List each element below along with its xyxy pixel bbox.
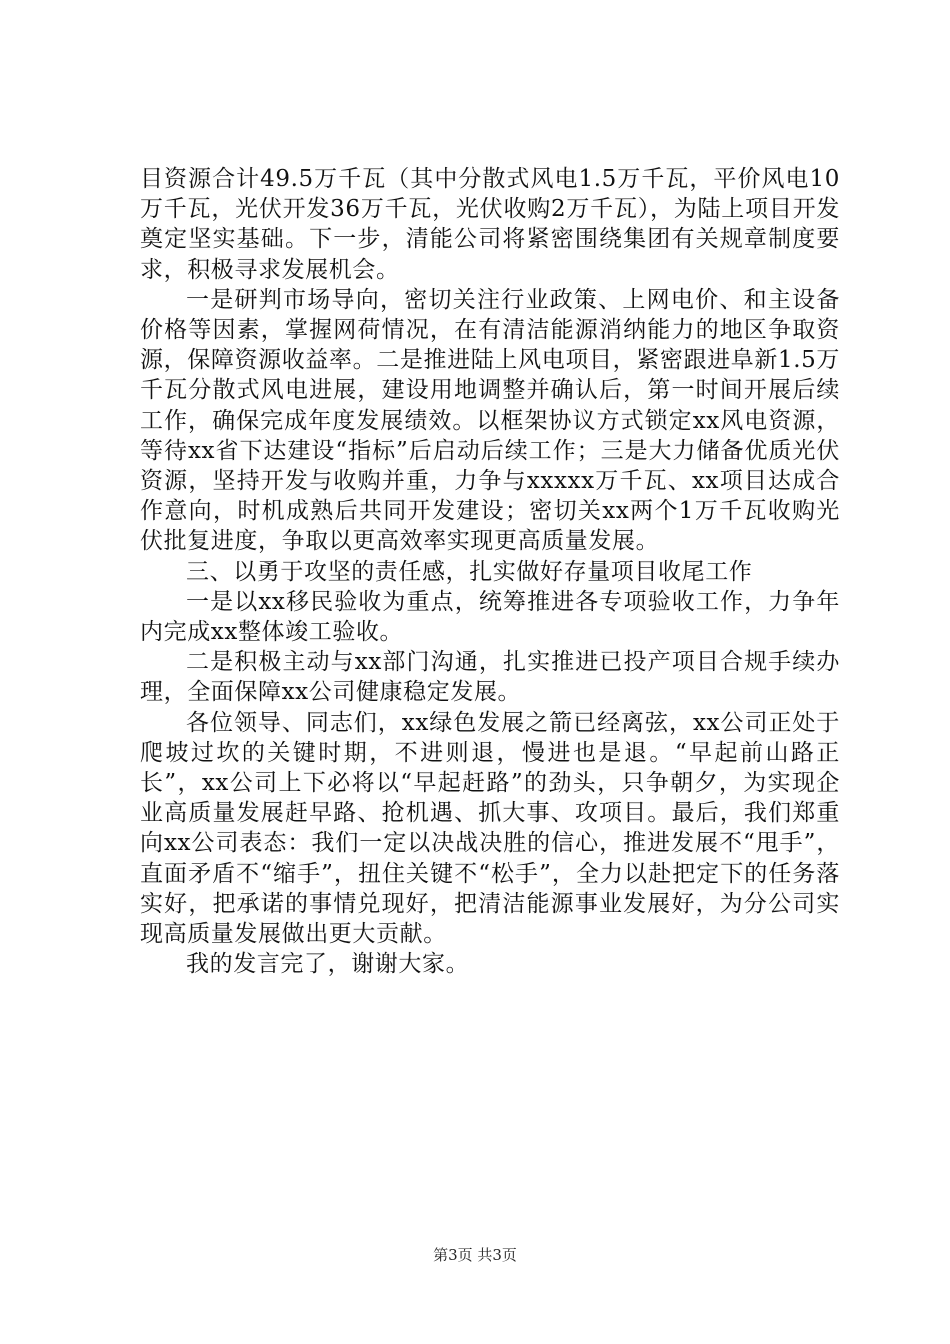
paragraph-1: 目资源合计49.5万千瓦（其中分散式风电1.5万千瓦，平价风电10万千瓦，光伏开发36万千瓦，光伏收购2万千瓦），为陆上项目开发奠定坚实基础。下一步，清能公司将紧密围绕集团有关规章制度要求，积极寻求发展机会。 — [140, 166, 840, 283]
page-number-footer: 第3页 共3页 — [433, 1246, 517, 1264]
paragraph-4: 一是以xx移民验收为重点，统筹推进各专项验收工作，力争年内完成xx整体竣工验收。 — [140, 588, 840, 646]
paragraph-5: 二是积极主动与xx部门沟通，扎实推进已投产项目合规手续办理，全面保障xx公司健康稳定发展。 — [140, 649, 840, 706]
paragraph-2: 一是研判市场导向，密切关注行业政策、上网电价、和主设备价格等因素，掌握网荷情况，在有清洁能源消纳能力的地区争取资源，保障资源收益率。二是推进陆上风电项目，紧密跟进阜新1.5万千瓦分散式风电进展，建设用地调整并确认后，第一时间开展后续工作，确保完成年度发展绩效。以框架协议方式锁定xx风电资源，等待xx省下达建设“指标”后启动后续工作；三是大力储备优质光伏资源，坚持开发与收购并重，力争与xxxxx万千瓦、xx项目达成合作意向，时机成熟后共同开发建设；密切关xx两个1万千瓦收购光伏批复进度，争取以更高效率实现更高质量发展。 — [140, 286, 840, 555]
section-heading-3: 三、以勇于攻坚的责任感，扎实做好存量项目收尾工作 — [186, 558, 753, 585]
document-body — [140, 164, 840, 979]
paragraph-6: 各位领导、同志们，xx绿色发展之箭已经离弦，xx公司正处于爬坡过坎的关键时期，不进则退，慢进也是退。“早起前山路正长”，xx公司上下必将以“早起赶路”的劲头，只争朝夕，为实现企业高质量发展赶早路、抢机遇、抓大事、攻项目。最后，我们郑重向xx公司表态：我们一定以决战决胜的信心，推进发展不“甩手”，直面矛盾不“缩手”，扭住关键不“松手”，全力以赴把定下的任务落实好，把承诺的事情兑现好，把清洁能源事业发展好，为分公司实现高质量发展做出更大贡献。 — [140, 709, 840, 948]
paragraph-7: 我的发言完了，谢谢大家。 — [186, 951, 470, 978]
